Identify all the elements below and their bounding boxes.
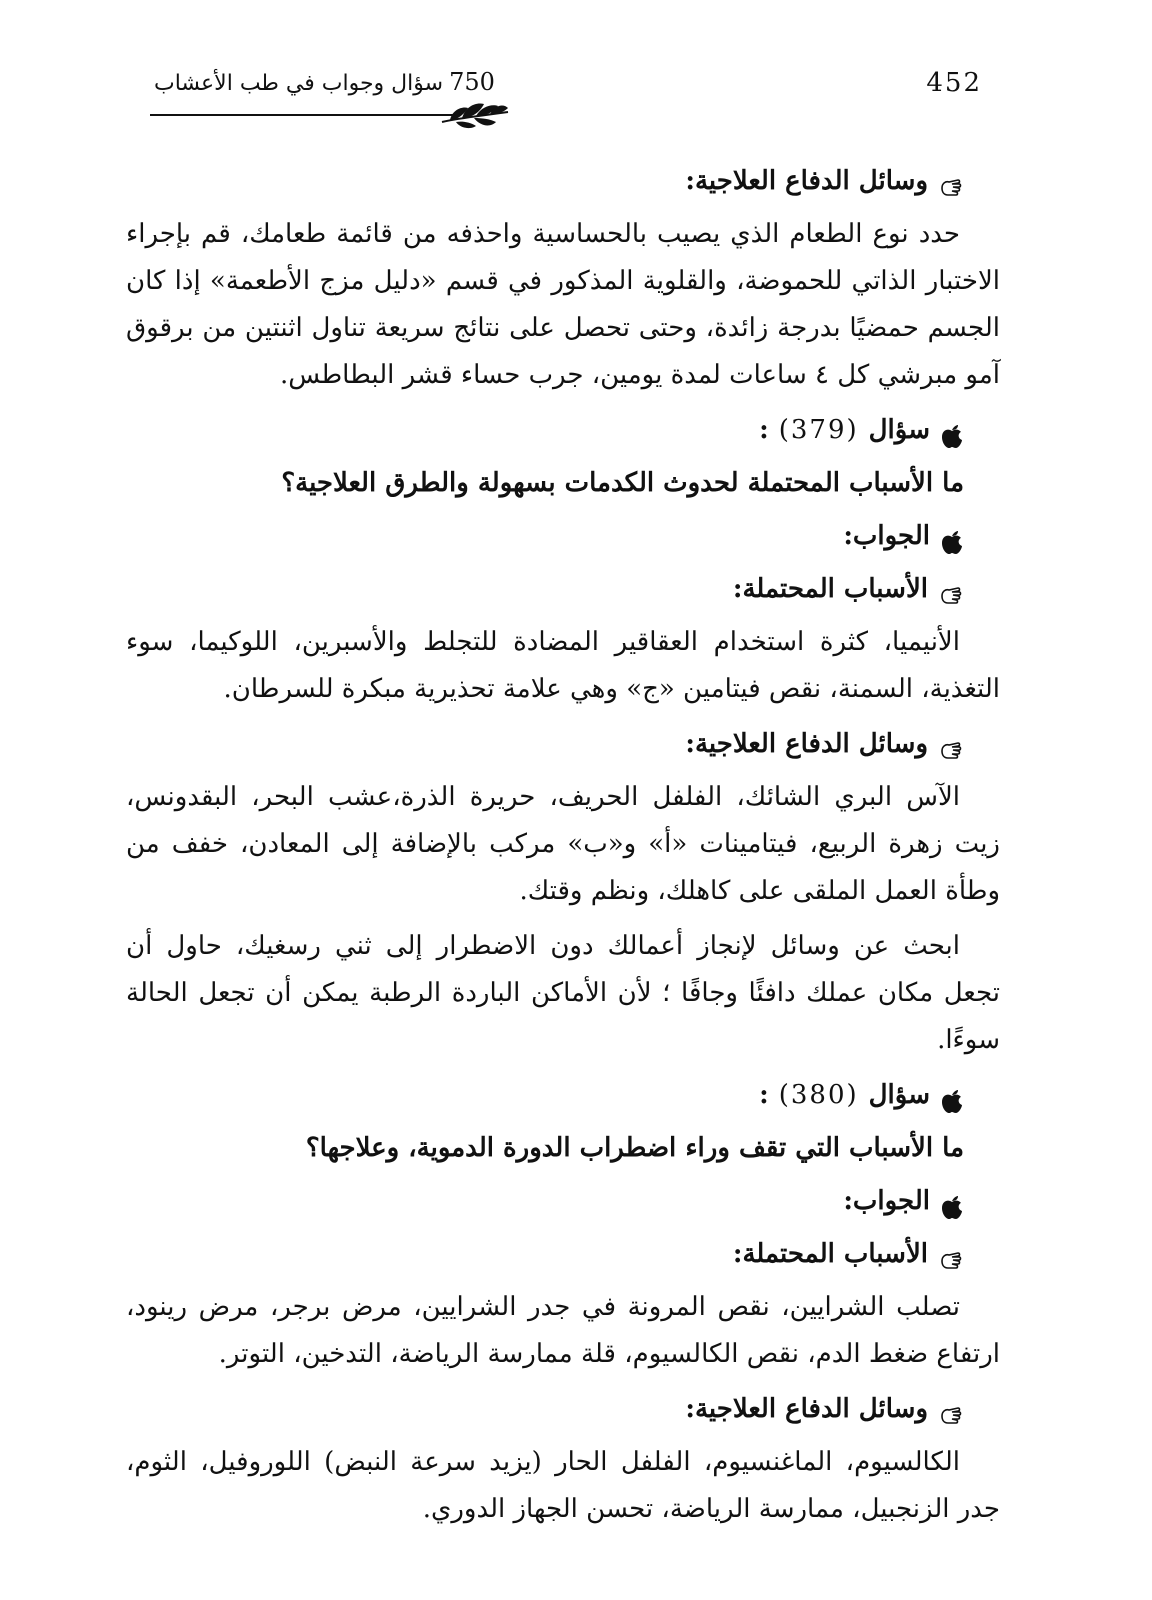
section-subhead: [126, 1231, 1000, 1278]
hand-pointer-icon: [938, 169, 964, 195]
answer-label-text: الجواب:: [843, 521, 930, 551]
section-subhead: [126, 721, 1000, 768]
subhead-text: وسائل الدفاع العلاجية:: [685, 1394, 928, 1424]
header-rule: [150, 114, 460, 116]
body-paragraph: حدد نوع الطعام الذي يصيب بالحساسية واحذفه من قائمة طعامك، قم بإجراء الاختبار الذاتي للحموضة، والقلوية المذكور في قسم «دليل مزج الأطعمة» إذا كان الجسم حمضيًا بدرجة زائدة، وحتى تحصل على نتائج سريعة تناول اثنتين من برقوق آمو مبرشي كل ٤ ساعات لمدة يومين، جرب حساء قشر البطاطس.: [126, 219, 1000, 390]
apple-icon: [940, 418, 964, 444]
question-label-colon: :: [759, 1080, 769, 1110]
section-subhead: [126, 158, 1000, 205]
hand-pointer-icon: [938, 577, 964, 603]
subhead-text: وسائل الدفاع العلاجية:: [685, 166, 928, 196]
question-label: [126, 1072, 1000, 1119]
body-paragraph: الكالسيوم، الماغنسيوم، الفلفل الحار (يزيد سرعة النبض) اللوروفيل، الثوم، جدر الزنجبيل، ممارسة الرياضة، تحسن الجهاز الدوري.: [126, 1447, 1000, 1524]
question-label-text: سؤال: [868, 1080, 930, 1110]
hand-pointer-icon: [938, 732, 964, 758]
section-subhead: [126, 1386, 1000, 1433]
body-paragraph: تصلب الشرايين، نقص المرونة في جدر الشرايين، مرض برجر، مرض رينود، ارتفاع ضغط الدم، نقص الكالسيوم، قلة ممارسة الرياضة، التدخين، التوتر.: [126, 1292, 1000, 1369]
answer-label-text: الجواب:: [843, 1186, 930, 1216]
question-label-colon: :: [759, 415, 769, 445]
apple-icon: [940, 1189, 964, 1215]
question-text: ما الأسباب التي تقف وراء اضطراب الدورة الدموية، وعلاجها؟: [305, 1133, 964, 1163]
body-paragraph: ابحث عن وسائل لإنجاز أعمالك دون الاضطرار إلى ثني رسغيك، حاول أن تجعل مكان عملك دافئًا وجافًا ؛ لأن الأماكن الباردة الرطبة يمكن أن تجعل الحالة سوءًا.: [126, 931, 1000, 1055]
running-title-number: 750: [449, 68, 495, 96]
question-label: [126, 407, 1000, 454]
section-subhead: [126, 566, 1000, 613]
question-number: (380): [778, 1080, 859, 1110]
apple-icon: [940, 524, 964, 550]
answer-label: [126, 1178, 1000, 1225]
leaf-ornament-icon: [440, 98, 510, 132]
subhead-text: الأسباب المحتملة:: [732, 574, 928, 604]
running-title: [154, 68, 495, 96]
body-paragraph: الآس البري الشائك، الفلفل الحريف، حريرة الذرة،عشب البحر، البقدونس، زيت زهرة الربيع، فيتامينات «أ» و«ب» مركب بالإضافة إلى المعادن، خفف من وطأة العمل الملقى على كاهلك، ونظم وقتك.: [126, 782, 1000, 906]
page-header: [150, 62, 1002, 132]
page-content: [126, 158, 1000, 1541]
question-text: ما الأسباب المحتملة لحدوث الكدمات بسهولة والطرق العلاجية؟: [281, 468, 964, 498]
hand-pointer-icon: [938, 1242, 964, 1268]
page-number: 452: [926, 68, 982, 98]
answer-label: [126, 513, 1000, 560]
subhead-text: وسائل الدفاع العلاجية:: [685, 729, 928, 759]
apple-icon: [940, 1083, 964, 1109]
running-title-text: سؤال وجواب في طب الأعشاب: [154, 71, 444, 96]
question-number: (379): [778, 415, 859, 445]
body-paragraph: الأنيميا، كثرة استخدام العقاقير المضادة للتجلط والأسبرين، اللوكيما، سوء التغذية، السمنة، نقص فيتامين «ج» وهي علامة تحذيرية مبكرة للسرطان.: [126, 627, 1000, 704]
hand-pointer-icon: [938, 1397, 964, 1423]
subhead-text: الأسباب المحتملة:: [732, 1239, 928, 1269]
question-label-text: سؤال: [868, 415, 930, 445]
